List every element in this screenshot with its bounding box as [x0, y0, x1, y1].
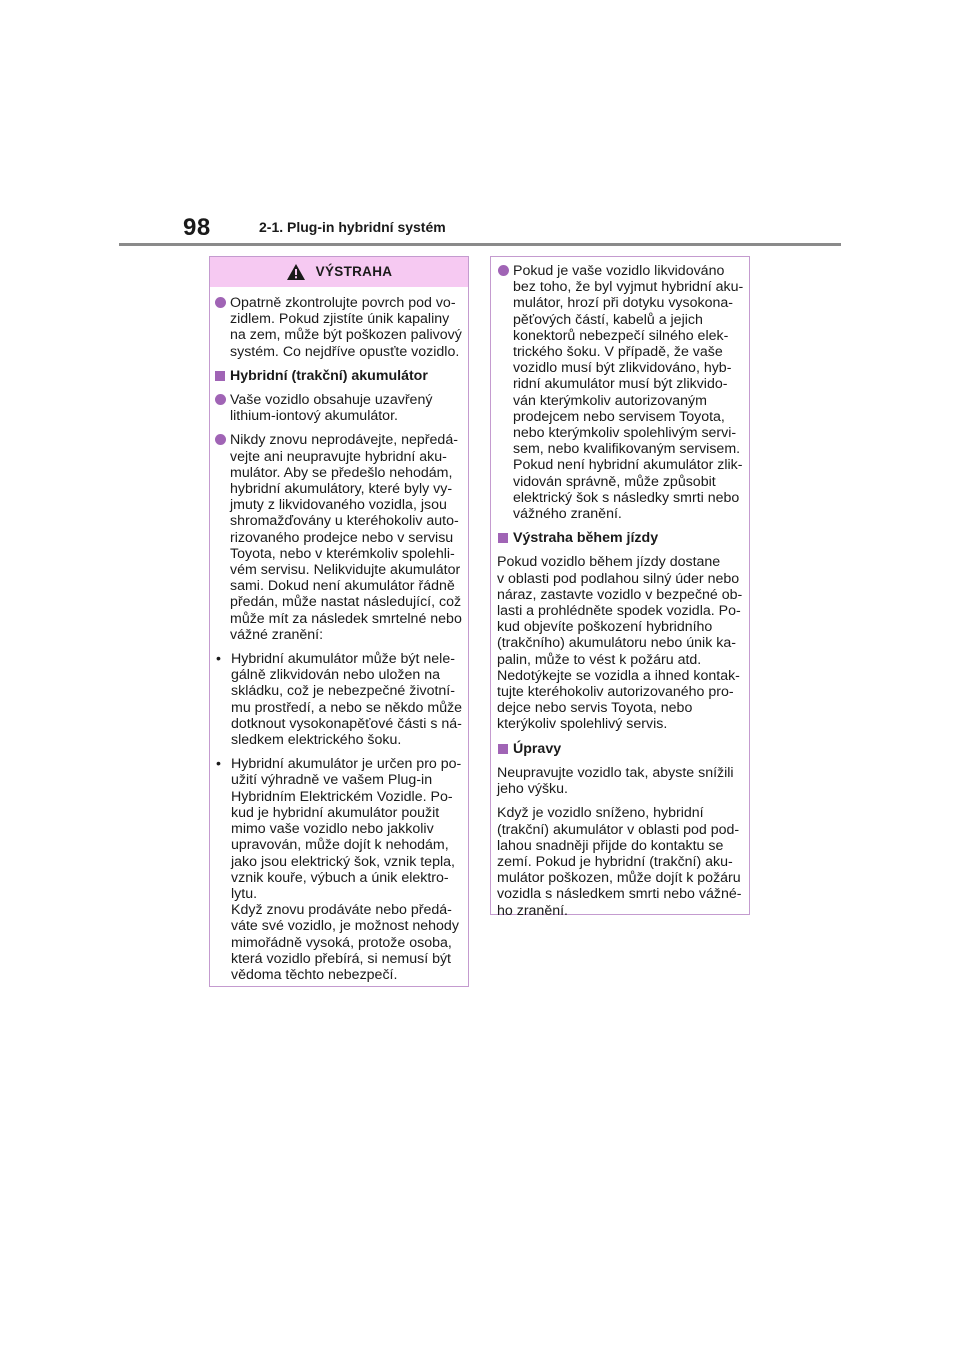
- heading-text: Hybridní (trakční) akumulátor: [230, 367, 428, 384]
- paragraph: Když je vozidlo sníženo, hybridní (trakční) akumulátor v oblasti pod pod- lahou snadněji přijde do kontaktu se zemí. Pokud je hybridní (trakční) aku- mulátor poškozen, může dojít k požáru vozidla s následkem smrti nebo vážné- ho zranění.: [497, 805, 742, 919]
- circle-bullet-icon: [214, 392, 230, 424]
- warning-title: VÝSTRAHA: [315, 263, 393, 279]
- item-text: Pokud je vaše vozidlo likvidováno bez toho, že byl vyjmut hybridní aku- mulátor, hrozí při dotyku vysokona- pěťových částí, kabelů a jejich konektorů nebezpečí silného elek- trického šoku. V případě, že vaše vozidlo musí být zlikvidováno, hyb- ridní akumulátor musí být zlikvido- ván kterýmkoliv autorizovaným prodejcem nebo servisem Toyota, nebo kterýmkoliv spolehlivým servi- sem, nebo kvalifikovaným servisem. Pokud není hybridní akumulátor zlik- vidován správně, může způsobit elektrický šok s následky smrti nebo vážného zranění.: [513, 263, 744, 523]
- heading-text: Výstraha během jízdy: [513, 530, 659, 547]
- item-text: Vaše vozidlo obsahuje uzavřený lithium-iontový akumulátor.: [230, 392, 433, 425]
- warning-header: [210, 257, 468, 287]
- paragraph: Pokud vozidlo během jízdy dostane v oblasti pod podlahou silný úder nebo náraz, zastavte vozidlo v bezpečné ob- lasti a prohlédněte spodek vozidla. Po- kud objevíte poškození hybridního (trakčního) akumulátoru nebo únik ka- palin, může to vést k požáru atd. Nedotýkejte se vozidla a ihned kontak- tujte kteréhokoliv autorizovaného pro- dejce nebo servis Toyota, nebo kterýkoliv spolehlivý servis.: [497, 554, 743, 733]
- list-item: [214, 295, 464, 360]
- sub-list-item: [214, 756, 464, 983]
- dot-bullet-icon: [214, 651, 231, 748]
- circle-bullet-icon: [214, 295, 230, 360]
- page-number: 98: [183, 214, 211, 241]
- circle-bullet-icon: [214, 432, 230, 643]
- heading-text: Úpravy: [513, 740, 562, 757]
- warning-box-left: [209, 256, 469, 987]
- list-item: [214, 392, 464, 424]
- section-title: 2-1. Plug-in hybridní systém: [259, 219, 446, 235]
- warning-box-right: [490, 256, 750, 919]
- sub-list-item: [214, 651, 464, 748]
- item-text: Hybridní akumulátor je určen pro po- užití výhradně ve vašem Plug-in Hybridním Elektrickém Vozidle. Po- kud je hybridní akumulátor použit mimo vaše vozidlo nebo jakkoliv upravován, může dojít k nehodám, jako jsou elektrický šok, vznik tepla, vznik kouře, výbuch a únik elektro- lytu. Když znovu prodáváte nebo předá- váte své vozidlo, je možnost nehody mimořádně vysoká, protože osoba, která vozidlo přebírá, si nemusí být vědoma těchto nebezpečí.: [231, 756, 462, 983]
- circle-bullet-icon: [497, 263, 513, 522]
- paragraph: Neupravujte vozidlo tak, abyste snížili jeho výšku.: [497, 764, 734, 798]
- square-bullet-icon: [497, 530, 513, 546]
- subsection-heading: [497, 530, 745, 546]
- subsection-heading: [497, 741, 745, 757]
- subsection-heading: [214, 368, 464, 384]
- warning-triangle-icon: [286, 263, 306, 281]
- item-text: Nikdy znovu neprodávejte, nepředá- vejte ani neupravujte hybridní aku- mulátor. Aby se předešlo nehodám, hybridní akumulátory, které byly vy- jmuty z likvidovaného vozidla, jsou shromažďovány u kteréhokoliv auto- rizovaného prodejce nebo v servisu Toyota, nebo v kterémkoliv spolehli- vém servisu. Nelikvidujte akumulátor sami. Dokud není akumulátor řádně předán, může nastat následující, což může mít za následek smrtelné nebo vážné zranění:: [230, 432, 462, 643]
- square-bullet-icon: [497, 741, 513, 757]
- header-divider: [119, 243, 841, 246]
- list-item: [214, 432, 464, 643]
- item-text: Opatrně zkontrolujte povrch pod vo- zidlem. Pokud zjistíte únik kapaliny na zem, může být poškozen palivový systém. Co nejdříve opusťte vozidlo.: [230, 295, 462, 360]
- item-text: Hybridní akumulátor může být nele- gálně zlikvidován nebo uložen na skládku, což je nebezpečné životní- mu prostředí, a nebo se někdo může dotknout vysokonapěťové části s ná- sledkem elektrického šoku.: [231, 651, 463, 749]
- list-item: [497, 263, 745, 522]
- dot-bullet-icon: [214, 756, 231, 983]
- square-bullet-icon: [214, 368, 230, 384]
